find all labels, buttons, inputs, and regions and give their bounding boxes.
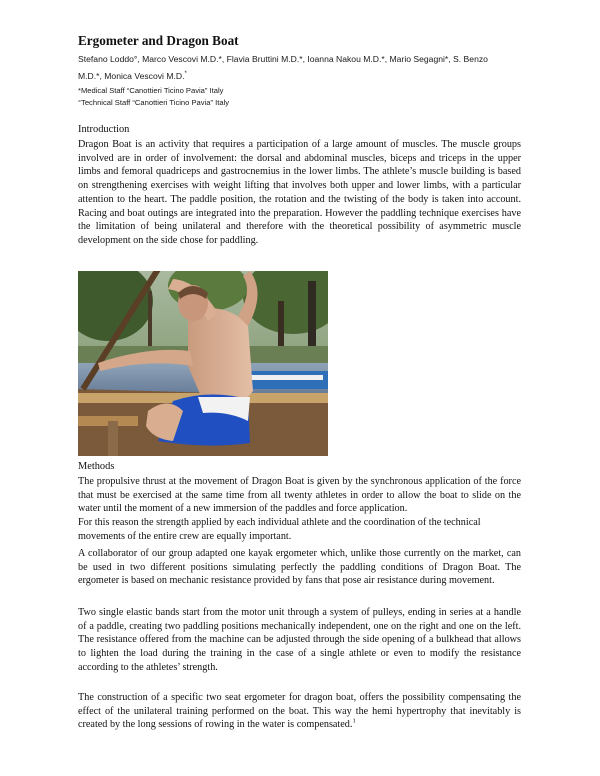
paper-title: Ergometer and Dragon Boat [78, 33, 239, 48]
affiliation-technical: °Technical Staff “Canottieri Ticino Pavia” Italy [78, 97, 230, 107]
authors-superscript: * [184, 71, 187, 77]
athlete-photo [78, 271, 328, 456]
affiliations [78, 85, 229, 108]
introduction-heading: Introduction [78, 124, 130, 135]
introduction-paragraph: Dragon Boat is an activity that requires a participation of a large amount of muscles. The muscle groups involved are in order of involvement: the dorsal and abdominal muscles, biceps and triceps in the upper limbs and femoral quadriceps and gastrocnemius in the lower limbs. The athlete’s muscle building is based on strengthening exercises with weight lifting that involves both upper and lower limbs, with a particular attention to the heart. The paddle position, the rotation and the twisting of the body is taken into account. Racing and boat outings are integrated into the preparation. However the paddling technique exercises have the limitation of being unilateral and therefore with the theoretical possibility of asymmetric muscle development on the side chose for paddling. [78, 139, 521, 246]
methods-paragraph-4: Two single elastic bands start from the motor unit through a system of pulleys, ending in series at a handle of a paddle, creating two paddling positions mechanically independent, one on the right and one on the left. The resistance offered from the machine can be adjusted through the side opening of a bulkhead that allows to lighten the load during the training in the case of a single athlete or even to modify the resistance according to the athletes’ strength. [78, 607, 521, 673]
methods-heading: Methods [78, 461, 115, 472]
methods-paragraph-2: For this reason the strength applied by each individual athlete and the coordination of the technical movements of the entire crew are equally important. [78, 517, 481, 542]
athlete-photo-illustration [78, 271, 328, 456]
affiliation-medical: *Medical Staff “Canottieri Ticino Pavia” Italy [78, 86, 224, 95]
methods-paragraph-3: A collaborator of our group adapted one kayak ergometer which, unlike those currently on the market, can be used in two different positions simulating perfectly the paddling conditions of Dragon Boat. The ergometer is based on mechanic resistance provided by fans that pose air resistance during movement. [78, 548, 521, 587]
methods-paragraph-1: The propulsive thrust at the movement of Dragon Boat is given by the synchronous application of the force that must be exercised at the same time from all twenty athletes in order to allow the boat to slide on the water until the moment of a new immersion of the paddles and force application. [78, 476, 521, 515]
author-list [78, 52, 528, 84]
methods-paragraph-5: The construction of a specific two seat ergometer for dragon boat, offers the possibility compensating the effect of the unilateral training performed on the boat. This way the hemi hypertrophy that inevitably is created by the long sessions of rowing in the water is compensated.$^1$ [78, 692, 521, 731]
authors-line-2: M.D.*, Monica Vescovi M.D.* [78, 70, 187, 81]
authors-line-1: Stefano Loddo°, Marco Vescovi M.D.*, Flavia Bruttini M.D.*, Ioanna Nakou M.D.*, Mario Segagni*, S. Benzo [78, 54, 488, 64]
footnote-ref[interactable]: 1 [352, 718, 356, 726]
